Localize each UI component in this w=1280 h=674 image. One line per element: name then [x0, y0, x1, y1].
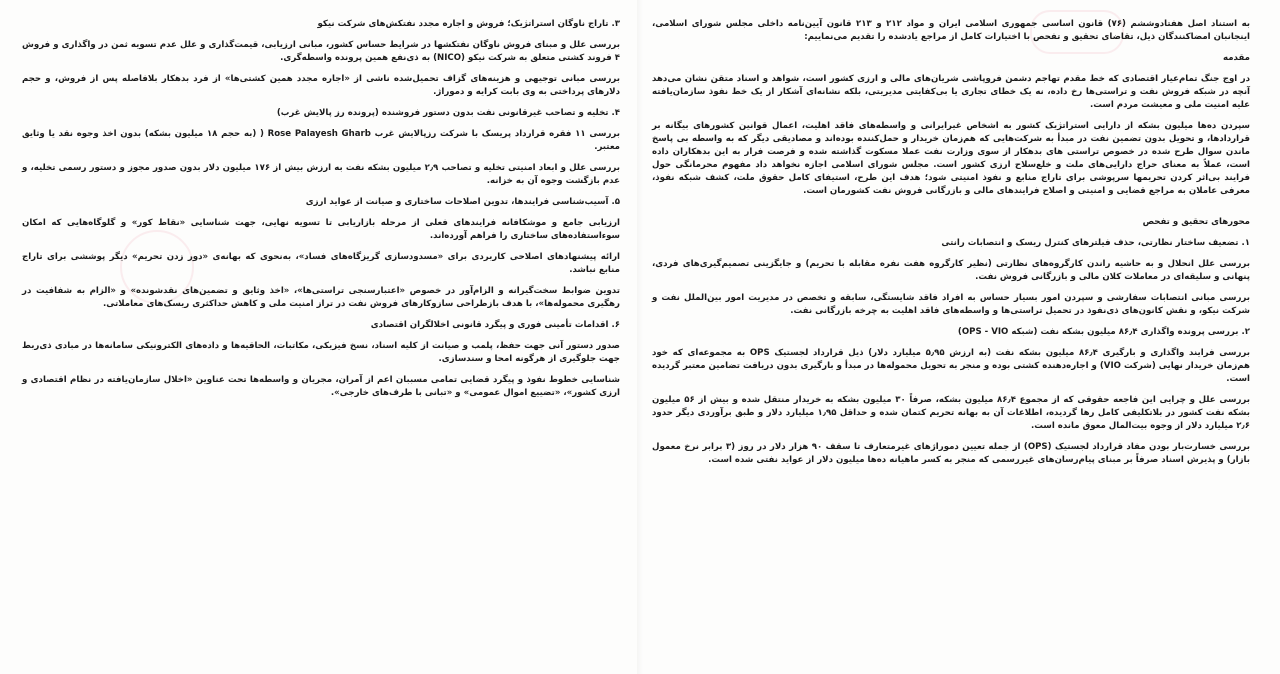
axis-3-title: ۳. تاراج ناوگان استراتژیک؛ فروش و اجاره مجدد نفتکش‌های شرکت نیکو — [317, 19, 620, 29]
paragraph: بررسی ۱۱ فقره قرارداد پریسک با شرکت رزپالایش غرب Rose Palayesh Gharb ( (به حجم ۱۸ میلیون بشکه) بدون اخذ وجوه نقد یا وثایق معتبر. — [22, 129, 620, 152]
axis-6-title: ۶. اقدامات تأمینی فوری و پیگرد قانونی اخلالگران اقتصادی — [370, 320, 620, 330]
paragraph: بررسی علل و مبنای فروش ناوگان نفتکشها در شرایط حساس کشور، مبانی ارزیابی، قیمت‌گذاری و علل عدم تسویه ثمن در واگذاری و فروش ۴ فروند کشتی متعلق به شرکت نیکو (NICO) به ذی‌نفع همین پرونده واسطه‌گری. — [22, 40, 620, 63]
paragraph: در اوج جنگ تمام‌عیار اقتصادی که خط مقدم تهاجم دشمن فروپاشی شریان‌های مالی و ارزی کشور است، شواهد و اسناد متقن نشان می‌دهد آنچه در شبکه فروش نفت و تراستی‌ها رخ داده، نه یک خطای تجاری یا بی‌کفایتی مدیریتی، بلکه نشانه‌ای آشکار از یک خط نفوذ سازمان‌یافته علیه امنیت ملی و معیشت مردم است. — [652, 74, 1250, 110]
axis-1-title: ۱. تضعیف ساختار نظارتی، حذف فیلترهای کنترل ریسک و انتصابات رانتی — [941, 238, 1250, 248]
axis-2-title: ۲. بررسی پرونده واگذاری ۸۶٫۴ میلیون بشکه نفت (شبکه OPS - VIO) — [957, 327, 1250, 337]
paragraph: بررسی علل و چرایی این فاجعه حقوقی که از مجموع ۸۶٫۴ میلیون بشکه، صرفاً ۳۰ میلیون بشکه به خریدار منتقل شده و بیش از ۵۶ میلیون بشکه نفت کشور در بلاتکلیفی کامل رها گردیده، اطلاعات آن به بهانه تحریم کتمان شده و حداقل ۱٫۹۵ میلیارد دلار و طبق برآوردی دیگر حدود ۲٫۶ میلیارد دلار از وجوه بیت‌المال معوق مانده است. — [652, 395, 1251, 431]
paragraph: ارائه پیشنهادهای اصلاحی کاربردی برای «مسدودسازی گریزگاه‌های فساد»، به‌نحوی که بهانه‌ی «دور زدن تحریم» دیگر پوششی برای تاراج منابع نباشد. — [22, 252, 620, 275]
paragraph: بررسی مبانی توجیهی و هزینه‌های گزاف تحمیل‌شده ناشی از «اجاره مجدد همین کشتی‌ها» از فرد بدهکار بلافاصله پس از فروش، و حجم دلارهای پرداختی به وی بابت کرایه و دموراژ. — [22, 74, 620, 97]
paragraph: بررسی فرایند واگذاری و بارگیری ۸۶٫۴ میلیون بشکه نفت (به ارزش ۵٫۹۵ میلیارد دلار) ذیل قرارداد لجستیک OPS به مجموعه‌ای که خود هم‌زمان خریدار نهایی (شرکت VIO) و اجاره‌دهنده کشتی بوده و منجر به تحویل محموله‌ها در مبدأ و بارگیری بدون دریافت تضامین معتبر گردیده است. — [652, 348, 1250, 384]
axis-5-title: ۵. آسیب‌شناسی فرایندها، تدوین اصلاحات ساختاری و صیانت از عواید ارزی — [305, 197, 620, 207]
paragraph: ارزیابی جامع و موشکافانه فرایندهای فعلی از مرحله بازاریابی تا تسویه نهایی، جهت شناسایی «نقاط کور» و گلوگاه‌هایی که امکان سوءاستفاده‌های ساختاری را فراهم آورده‌اند. — [22, 218, 620, 241]
paragraph: تدوین ضوابط سخت‌گیرانه و الزام‌آور در خصوص «اعتبارسنجی تراستی‌ها»، «اخذ وثایق و تضمین‌های نقدشونده» و «الزام به شفافیت در رهگیری محموله‌ها»، با هدف بازطراحی سازوکارهای فروش نفت در تراز امنیت ملی و کاهش حداکثری ریسک‌های معاملاتی. — [22, 286, 620, 309]
axis-4-title: ۴. تخلیه و تصاحب غیرقانونی نفت بدون دستور فروشنده (پرونده رز پالایش غرب) — [276, 108, 620, 118]
paragraph: شناسایی خطوط نفوذ و پیگرد قضایی تمامی مسببان اعم از آمران، مجریان و واسطه‌ها تحت عناوین «اخلال سازمان‌یافته در نظام اقتصادی و ارزی کشور»، «تضییع اموال عمومی» و «تبانی با طرف‌های خارجی». — [22, 375, 620, 398]
intro-paragraph: به استناد اصل هفتادوششم (۷۶) قانون اساسی جمهوری اسلامی ایران و مواد ۲۱۲ و ۲۱۳ قانون آیین‌نامه داخلی مجلس شورای اسلامی، اینجانبان امضاکنندگان ذیل، تقاضای تحقیق و تفحص با اختیارات کامل از مراجع یادشده را تقدیم می‌نماییم: — [652, 19, 1251, 42]
paragraph: بررسی خسارت‌بار بودن مفاد قرارداد لجستیک (OPS) از جمله تعیین دموراژهای غیرمتعارف تا سقف ۹۰ هزار دلار در روز (۳ برابر نرخ معمول بازار) و پذیرش اسناد صرفاً بر مبنای پیام‌رسان‌های غیررسمی که منجر به کسر ماهیانه ده‌ها میلیون دلار از عواید نفتی شده است. — [652, 442, 1250, 465]
heading-investigation-axes: محورهای تحقیق و تفحص — [1142, 217, 1250, 227]
paragraph: صدور دستور آنی جهت حفظ، پلمب و صیانت از کلیه اسناد، نسخ فیزیکی، مکاتبات، الحاقیه‌ها و داده‌های الکترونیکی سامانه‌ها در مبادی ذی‌ربط جهت جلوگیری از هرگونه امحا و سندسازی. — [22, 341, 620, 364]
left-column — [22, 18, 620, 408]
paragraph: سپردن ده‌ها میلیون بشکه از دارایی استراتژیک کشور به اشخاص غیرایرانی و واسطه‌های فاقد اهلیت، اعمال قوانین کشورهای بیگانه بر قراردادها، و تحویل بدون تضمین نفت در مبدأ به شرکت‌هایی که هم‌زمان خریدار و حمل‌کننده بوده‌اند و مصادیقی دیگر که به واسطه بی پاسخ ماندن سوال طرح شده در خصوص تراستی های بدهکار از سوی وزارت نفت عملا مسکوت گذاشته شده و فرصت فرار به این بدهکاران داده است، عملاً به معنای حراج دارایی‌های ملت و خلع‌سلاح ارزی کشور است. مجلس شورای اسلامی اجازه نخواهد داد مفهوم محرمانگی حول فرایند بی‌اثر کردن تحریمها سرپوشی برای تاراج منابع و نفوذ امنیتی شود؛ هدف این طرح، استیفای کامل حقوق ملت، کشف شبکه نفوذ، معرفی عاملان به مراجع قضایی و امنیتی و اصلاح فرایندهای مالی و بازرگانی فروش نفت کشورمان است. — [652, 121, 1250, 196]
heading-introduction: مقدمه — [1222, 53, 1250, 63]
right-column — [652, 18, 1250, 475]
paragraph: بررسی علل و ابعاد امنیتی تخلیه و تصاحب ۲٫۹ میلیون بشکه نفت به ارزش بیش از ۱۷۶ میلیون دلار بدون صدور مجوز و دستور رسمی تخلیه، و عدم بازگشت وجوه آن به خزانه. — [22, 163, 620, 186]
paragraph: بررسی علل انحلال و به حاشیه راندن کارگروه‌های نظارتی (نظیر کارگروه هفت نفره مقابله با تحریم) و جایگزینی تصمیم‌گیری‌های فردی، پنهانی و سلیقه‌ای در معاملات کلان مالی و بازرگانی فروش نفت. — [652, 259, 1250, 282]
paragraph: بررسی مبانی انتصابات سفارشی و سپردن امور بسیار حساس به افراد فاقد شایستگی، سابقه و تخصص در مدیریت امور بین‌الملل نفت و شرکت نیکو، و نقش کانون‌های ذی‌نفوذ در تحمیل تراستی‌ها و واسطه‌های فاقد اهلیت به چرخه بازرگانی نفت. — [652, 293, 1250, 316]
